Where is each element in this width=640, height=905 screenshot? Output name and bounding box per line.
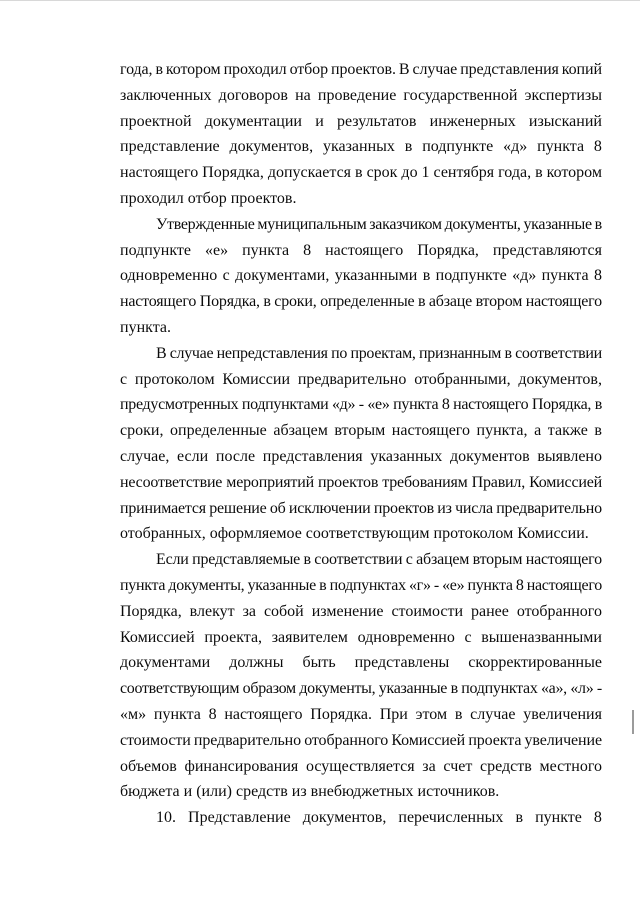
page-edge	[0, 0, 640, 1]
text-line: отобранных, оформляемое соответствующим протоколом Комиссии.	[120, 525, 589, 543]
paragraph-first-line: 10. Представление документов, перечисленных в пункте 8	[156, 809, 602, 827]
text-line: несоответствие мероприятий проектов требованиям Правил, Комиссией	[120, 473, 602, 491]
text-line: одновременно с документами, указанными в подпункте «д» пункта 8	[120, 267, 602, 285]
text-line: Порядка, влекут за собой изменение стоимости ранее отобранного	[120, 602, 602, 620]
text-line: принимается решение об исключении проектов из числа предварительно	[120, 499, 602, 517]
text-line: пункта.	[120, 318, 171, 336]
paragraph-first-line: Если представляемые в соответствии с абзацем вторым настоящего	[156, 551, 602, 569]
text-line: проходил отбор проектов.	[120, 189, 297, 207]
text-line: предусмотренных подпунктами «д» - «е» пункта 8 настоящего Порядка, в	[120, 396, 602, 414]
text-line: заключенных договоров на проведение государственной экспертизы	[120, 86, 602, 104]
text-line: настоящего Порядка, в сроки, определенные в абзаце втором настоящего	[120, 293, 602, 311]
text-line: года, в котором проходил отбор проектов. В случае представления копий	[120, 61, 602, 78]
text-line: проектной документации и результатов инженерных изысканий	[120, 112, 602, 130]
scan-mark	[632, 710, 634, 734]
text-line: с протоколом Комиссии предварительно отобранными, документов,	[120, 370, 602, 388]
text-line: соответствующим образом документы, указанные в подпунктах «а», «л» -	[120, 680, 602, 698]
text-line: подпункте «е» пункта 8 настоящего Порядка, представляются	[120, 241, 602, 259]
text-line: сроки, определенные абзацем вторым настоящего пункта, а также в	[120, 422, 602, 440]
text-line: пункта документы, указанные в подпунктах «г» - «е» пункта 8 настоящего	[120, 576, 602, 594]
text-line: случае, если после представления указанных документов выявлено	[120, 447, 602, 465]
text-line: бюджета и (или) средств из внебюджетных источников.	[120, 783, 500, 801]
paragraph-first-line: В случае непредставления по проектам, признанным в соответствии	[156, 344, 602, 362]
text-line: «м» пункта 8 настоящего Порядка. При этом в случае увеличения	[120, 705, 602, 723]
paragraph-first-line: Утвержденные муниципальным заказчиком документы, указанные в	[156, 215, 602, 233]
text-line: документами должны быть представлены скорректированные	[120, 654, 602, 672]
text-line: стоимости предварительно отобранного Комиссией проекта увеличение	[120, 731, 602, 749]
text-line: настоящего Порядка, допускается в срок до 1 сентября года, в котором	[120, 164, 602, 182]
text-line: Комиссией проекта, заявителем одновременно с вышеназванными	[120, 628, 602, 646]
text-line: представление документов, указанных в подпункте «д» пункта 8	[120, 138, 602, 156]
text-line: объемов финансирования осуществляется за счет средств местного	[120, 757, 602, 775]
document-body	[120, 57, 602, 831]
